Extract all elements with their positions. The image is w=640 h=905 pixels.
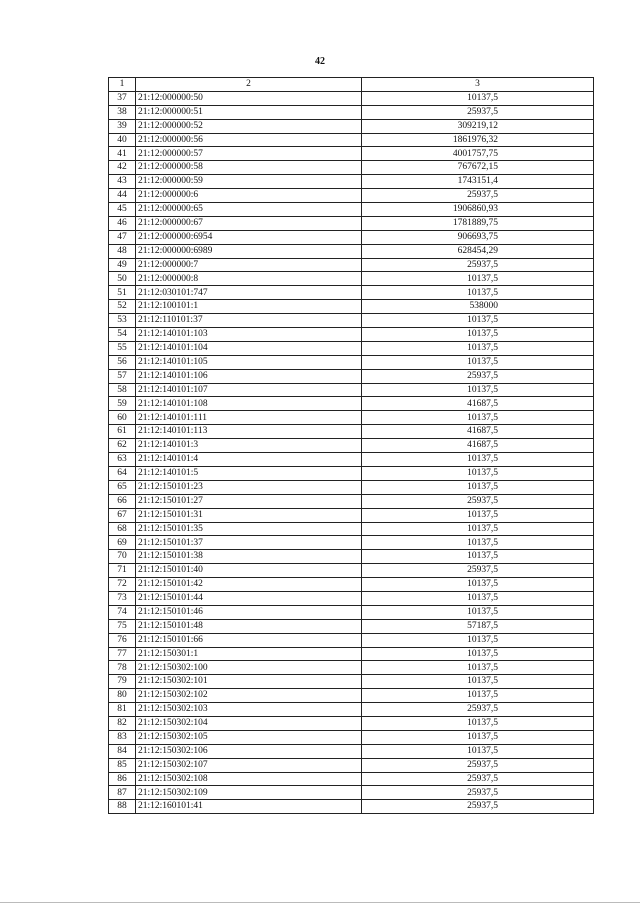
row-number-cell: 41 — [109, 147, 136, 161]
value-cell: 10137,5 — [362, 355, 594, 369]
table-row — [109, 578, 594, 592]
table-row — [109, 161, 594, 175]
value-cell: 10137,5 — [362, 647, 594, 661]
cadastral-number-cell: 21:12:150101:38 — [136, 550, 362, 564]
value-cell: 10137,5 — [362, 605, 594, 619]
value-cell: 10137,5 — [362, 591, 594, 605]
cadastral-number-cell: 21:12:140101:111 — [136, 411, 362, 425]
table-row — [109, 300, 594, 314]
row-number-cell: 61 — [109, 425, 136, 439]
table-row — [109, 730, 594, 744]
row-number-cell: 60 — [109, 411, 136, 425]
cadastral-number-cell: 21:12:150101:35 — [136, 522, 362, 536]
cadastral-number-cell: 21:12:000000:56 — [136, 133, 362, 147]
cadastral-number-cell: 21:12:150302:103 — [136, 703, 362, 717]
table-row — [109, 397, 594, 411]
row-number-cell: 38 — [109, 105, 136, 119]
row-number-cell: 73 — [109, 591, 136, 605]
value-cell: 25937,5 — [362, 564, 594, 578]
cadastral-number-cell: 21:12:000000:59 — [136, 175, 362, 189]
row-number-cell: 49 — [109, 258, 136, 272]
cadastral-number-cell: 21:12:140101:108 — [136, 397, 362, 411]
cadastral-number-cell: 21:12:150302:109 — [136, 786, 362, 800]
table-row — [109, 286, 594, 300]
value-cell: 10137,5 — [362, 675, 594, 689]
table-row — [109, 661, 594, 675]
cadastral-number-cell: 21:12:140101:106 — [136, 369, 362, 383]
row-number-cell: 88 — [109, 800, 136, 814]
row-number-cell: 77 — [109, 647, 136, 661]
table-row — [109, 272, 594, 286]
row-number-cell: 53 — [109, 314, 136, 328]
row-number-cell: 44 — [109, 189, 136, 203]
table-row — [109, 383, 594, 397]
value-cell: 41687,5 — [362, 439, 594, 453]
value-cell: 10137,5 — [362, 508, 594, 522]
value-cell: 25937,5 — [362, 758, 594, 772]
cadastral-number-cell: 21:12:000000:6989 — [136, 244, 362, 258]
table-row — [109, 175, 594, 189]
table-row — [109, 786, 594, 800]
column-header-3: 3 — [362, 78, 594, 92]
value-cell: 25937,5 — [362, 258, 594, 272]
row-number-cell: 64 — [109, 466, 136, 480]
row-number-cell: 82 — [109, 716, 136, 730]
table-row — [109, 536, 594, 550]
cadastral-number-cell: 21:12:150101:44 — [136, 591, 362, 605]
value-cell: 41687,5 — [362, 397, 594, 411]
row-number-cell: 65 — [109, 480, 136, 494]
table-row — [109, 508, 594, 522]
row-number-cell: 57 — [109, 369, 136, 383]
row-number-cell: 75 — [109, 619, 136, 633]
table-row — [109, 744, 594, 758]
row-number-cell: 59 — [109, 397, 136, 411]
cadastral-number-cell: 21:12:150101:23 — [136, 480, 362, 494]
value-cell: 628454,29 — [362, 244, 594, 258]
row-number-cell: 40 — [109, 133, 136, 147]
row-number-cell: 48 — [109, 244, 136, 258]
cadastral-number-cell: 21:12:000000:50 — [136, 91, 362, 105]
value-cell: 25937,5 — [362, 703, 594, 717]
value-cell: 10137,5 — [362, 328, 594, 342]
value-cell: 10137,5 — [362, 341, 594, 355]
table-row — [109, 716, 594, 730]
cadastral-number-cell: 21:12:140101:105 — [136, 355, 362, 369]
row-number-cell: 62 — [109, 439, 136, 453]
cadastral-value-table — [108, 77, 594, 814]
value-cell: 10137,5 — [362, 466, 594, 480]
value-cell: 25937,5 — [362, 800, 594, 814]
value-cell: 25937,5 — [362, 786, 594, 800]
table-row — [109, 105, 594, 119]
cadastral-number-cell: 21:12:030101:747 — [136, 286, 362, 300]
value-cell: 41687,5 — [362, 425, 594, 439]
cadastral-number-cell: 21:12:150101:48 — [136, 619, 362, 633]
value-cell: 25937,5 — [362, 189, 594, 203]
table-body — [109, 91, 594, 813]
cadastral-number-cell: 21:12:150101:31 — [136, 508, 362, 522]
row-number-cell: 46 — [109, 216, 136, 230]
row-number-cell: 83 — [109, 730, 136, 744]
table-row — [109, 494, 594, 508]
table-row — [109, 689, 594, 703]
table-row — [109, 91, 594, 105]
value-cell: 10137,5 — [362, 411, 594, 425]
value-cell: 1781889,75 — [362, 216, 594, 230]
cadastral-number-cell: 21:12:150302:104 — [136, 716, 362, 730]
row-number-cell: 47 — [109, 230, 136, 244]
table-row — [109, 258, 594, 272]
table-row — [109, 758, 594, 772]
cadastral-number-cell: 21:12:140101:104 — [136, 341, 362, 355]
page-number: 42 — [315, 56, 325, 67]
value-cell: 4001757,75 — [362, 147, 594, 161]
row-number-cell: 52 — [109, 300, 136, 314]
value-cell: 10137,5 — [362, 730, 594, 744]
value-cell: 25937,5 — [362, 494, 594, 508]
value-cell: 10137,5 — [362, 286, 594, 300]
cadastral-number-cell: 21:12:000000:65 — [136, 203, 362, 217]
table-row — [109, 800, 594, 814]
value-cell: 57187,5 — [362, 619, 594, 633]
row-number-cell: 45 — [109, 203, 136, 217]
cadastral-number-cell: 21:12:150302:101 — [136, 675, 362, 689]
table-row — [109, 411, 594, 425]
row-number-cell: 39 — [109, 119, 136, 133]
row-number-cell: 71 — [109, 564, 136, 578]
row-number-cell: 74 — [109, 605, 136, 619]
table-row — [109, 244, 594, 258]
row-number-cell: 87 — [109, 786, 136, 800]
cadastral-number-cell: 21:12:160101:41 — [136, 800, 362, 814]
table-row — [109, 647, 594, 661]
cadastral-number-cell: 21:12:150101:27 — [136, 494, 362, 508]
table-row — [109, 522, 594, 536]
value-cell: 10137,5 — [362, 314, 594, 328]
row-number-cell: 76 — [109, 633, 136, 647]
row-number-cell: 42 — [109, 161, 136, 175]
column-header-1: 1 — [109, 78, 136, 92]
cadastral-number-cell: 21:12:140101:103 — [136, 328, 362, 342]
value-cell: 1743151,4 — [362, 175, 594, 189]
cadastral-number-cell: 21:12:110101:37 — [136, 314, 362, 328]
cadastral-number-cell: 21:12:140101:4 — [136, 453, 362, 467]
row-number-cell: 43 — [109, 175, 136, 189]
value-cell: 538000 — [362, 300, 594, 314]
cadastral-number-cell: 21:12:000000:7 — [136, 258, 362, 272]
row-number-cell: 72 — [109, 578, 136, 592]
value-cell: 25937,5 — [362, 772, 594, 786]
table-row — [109, 133, 594, 147]
cadastral-number-cell: 21:12:000000:52 — [136, 119, 362, 133]
cadastral-number-cell: 21:12:000000:51 — [136, 105, 362, 119]
value-cell: 10137,5 — [362, 91, 594, 105]
row-number-cell: 85 — [109, 758, 136, 772]
table-row — [109, 314, 594, 328]
column-header-2: 2 — [136, 78, 362, 92]
value-cell: 25937,5 — [362, 105, 594, 119]
table-row — [109, 425, 594, 439]
value-cell: 10137,5 — [362, 453, 594, 467]
row-number-cell: 79 — [109, 675, 136, 689]
value-cell: 10137,5 — [362, 272, 594, 286]
table-header-row — [109, 78, 594, 92]
row-number-cell: 68 — [109, 522, 136, 536]
table-row — [109, 772, 594, 786]
value-cell: 767672,15 — [362, 161, 594, 175]
table-row — [109, 328, 594, 342]
table-row — [109, 675, 594, 689]
table-row — [109, 453, 594, 467]
cadastral-number-cell: 21:12:150302:100 — [136, 661, 362, 675]
row-number-cell: 67 — [109, 508, 136, 522]
table-row — [109, 119, 594, 133]
row-number-cell: 54 — [109, 328, 136, 342]
row-number-cell: 78 — [109, 661, 136, 675]
value-cell: 1906860,93 — [362, 203, 594, 217]
cadastral-number-cell: 21:12:140101:107 — [136, 383, 362, 397]
table-row — [109, 439, 594, 453]
value-cell: 10137,5 — [362, 383, 594, 397]
cadastral-number-cell: 21:12:000000:6954 — [136, 230, 362, 244]
row-number-cell: 86 — [109, 772, 136, 786]
cadastral-number-cell: 21:12:150101:66 — [136, 633, 362, 647]
value-cell: 10137,5 — [362, 578, 594, 592]
row-number-cell: 84 — [109, 744, 136, 758]
table-row — [109, 591, 594, 605]
row-number-cell: 50 — [109, 272, 136, 286]
row-number-cell: 69 — [109, 536, 136, 550]
table-row — [109, 619, 594, 633]
page-bottom-edge — [0, 902, 640, 903]
value-cell: 10137,5 — [362, 689, 594, 703]
cadastral-number-cell: 21:12:150302:107 — [136, 758, 362, 772]
value-cell: 10137,5 — [362, 480, 594, 494]
table-row — [109, 203, 594, 217]
row-number-cell: 80 — [109, 689, 136, 703]
table-row — [109, 189, 594, 203]
cadastral-number-cell: 21:12:150302:105 — [136, 730, 362, 744]
value-cell: 10137,5 — [362, 633, 594, 647]
table-row — [109, 466, 594, 480]
row-number-cell: 37 — [109, 91, 136, 105]
row-number-cell: 56 — [109, 355, 136, 369]
row-number-cell: 51 — [109, 286, 136, 300]
value-cell: 10137,5 — [362, 522, 594, 536]
cadastral-number-cell: 21:12:150302:108 — [136, 772, 362, 786]
table-row — [109, 564, 594, 578]
value-cell: 906693,75 — [362, 230, 594, 244]
cadastral-number-cell: 21:12:150301:1 — [136, 647, 362, 661]
cadastral-number-cell: 21:12:150101:37 — [136, 536, 362, 550]
cadastral-number-cell: 21:12:140101:3 — [136, 439, 362, 453]
value-cell: 10137,5 — [362, 550, 594, 564]
value-cell: 10137,5 — [362, 744, 594, 758]
row-number-cell: 66 — [109, 494, 136, 508]
table-row — [109, 147, 594, 161]
cadastral-number-cell: 21:12:000000:57 — [136, 147, 362, 161]
cadastral-number-cell: 21:12:150101:40 — [136, 564, 362, 578]
cadastral-number-cell: 21:12:000000:8 — [136, 272, 362, 286]
value-cell: 25937,5 — [362, 369, 594, 383]
value-cell: 1861976,32 — [362, 133, 594, 147]
table-row — [109, 703, 594, 717]
table-row — [109, 480, 594, 494]
table-row — [109, 605, 594, 619]
row-number-cell: 70 — [109, 550, 136, 564]
value-cell: 10137,5 — [362, 661, 594, 675]
cadastral-number-cell: 21:12:150101:46 — [136, 605, 362, 619]
row-number-cell: 81 — [109, 703, 136, 717]
value-cell: 10137,5 — [362, 716, 594, 730]
table-row — [109, 355, 594, 369]
cadastral-number-cell: 21:12:100101:1 — [136, 300, 362, 314]
value-cell: 309219,12 — [362, 119, 594, 133]
table-row — [109, 230, 594, 244]
table-row — [109, 369, 594, 383]
cadastral-number-cell: 21:12:000000:6 — [136, 189, 362, 203]
cadastral-number-cell: 21:12:000000:58 — [136, 161, 362, 175]
cadastral-number-cell: 21:12:150302:102 — [136, 689, 362, 703]
row-number-cell: 58 — [109, 383, 136, 397]
cadastral-number-cell: 21:12:140101:113 — [136, 425, 362, 439]
table-row — [109, 550, 594, 564]
table-row — [109, 633, 594, 647]
cadastral-number-cell: 21:12:140101:5 — [136, 466, 362, 480]
cadastral-number-cell: 21:12:150101:42 — [136, 578, 362, 592]
cadastral-number-cell: 21:12:000000:67 — [136, 216, 362, 230]
row-number-cell: 63 — [109, 453, 136, 467]
table-row — [109, 341, 594, 355]
value-cell: 10137,5 — [362, 536, 594, 550]
table-row — [109, 216, 594, 230]
row-number-cell: 55 — [109, 341, 136, 355]
cadastral-number-cell: 21:12:150302:106 — [136, 744, 362, 758]
